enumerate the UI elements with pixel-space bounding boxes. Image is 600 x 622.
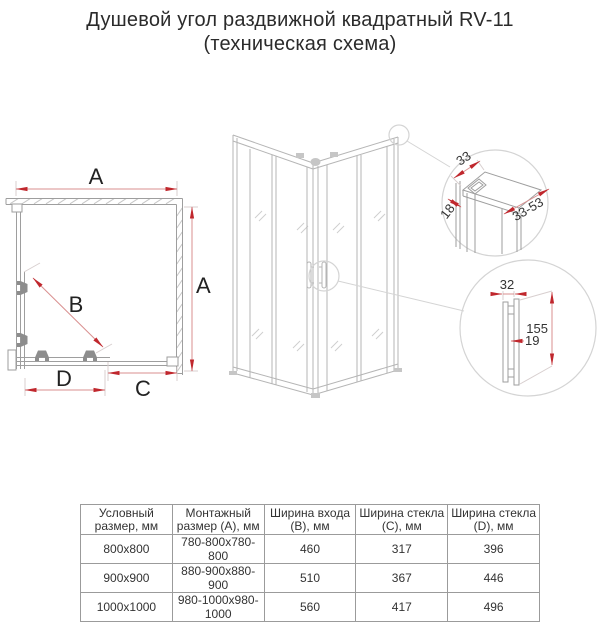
roller-clamp [17, 333, 28, 347]
table-cell: 560 [264, 593, 356, 622]
table-cell: 980-1000x980-1000 [172, 593, 264, 622]
column-header: Условный размер, мм [81, 505, 173, 535]
table-cell: 1000x1000 [81, 593, 173, 622]
perspective-view [229, 125, 464, 398]
dim-label-32: 32 [499, 277, 515, 292]
column-header: Ширина стекла (D), мм [448, 505, 540, 535]
dim-label-d: D [56, 366, 72, 391]
table-row [81, 535, 540, 564]
dimension-b-diagonal [24, 263, 112, 353]
table-cell: 510 [264, 564, 356, 593]
table-cell: 417 [356, 593, 448, 622]
dimension-a-right [184, 207, 211, 371]
plan-view [6, 164, 211, 401]
dim-label-a-top: A [88, 164, 104, 189]
dim-label-a-right: A [196, 273, 211, 298]
title-line-2: (техническая схема) [203, 33, 397, 55]
dimension-a-top [16, 164, 177, 196]
dimension-c [108, 362, 177, 401]
corner-callout-circle [389, 125, 409, 145]
dim-label-155: 155 [526, 321, 548, 336]
dim-label-33: 33 [453, 148, 474, 169]
door-handles [307, 262, 326, 288]
corner-profile [8, 350, 16, 370]
title-line-1: Душевой угол раздвижной квадратный RV-11 [86, 9, 514, 31]
table-cell: 460 [264, 535, 356, 564]
table-cell: 800x800 [81, 535, 173, 564]
top-wall-bracket [12, 204, 22, 212]
table-cell: 446 [448, 564, 540, 593]
dim-label-c: C [135, 376, 151, 401]
table-row [81, 593, 540, 622]
dim-label-b: B [68, 292, 84, 317]
size-table [80, 504, 540, 622]
roller-clamp [83, 351, 97, 362]
corner-callout-leader [407, 141, 450, 167]
table-cell: 317 [356, 535, 448, 564]
wall-hatching [10, 199, 182, 372]
dim-label-18: 18 [437, 200, 458, 222]
dim-label-33-53: 33-53 [509, 194, 546, 224]
table-row [81, 564, 540, 593]
table-cell: 900x900 [81, 564, 173, 593]
dimension-d [25, 366, 105, 396]
table-cell: 396 [448, 535, 540, 564]
detail-handle [460, 260, 596, 396]
table-cell: 367 [356, 564, 448, 593]
column-header: Монтажный размер (А), мм [172, 505, 264, 535]
dim-label-19: 19 [525, 333, 540, 348]
column-header: Ширина стекла (С), мм [356, 505, 448, 535]
table-cell: 496 [448, 593, 540, 622]
table-cell: 880-900x880-900 [172, 564, 264, 593]
column-header: Ширина входа (В), мм [264, 505, 356, 535]
roller-clamp [35, 351, 49, 362]
size-table-body [81, 535, 540, 622]
detail-corner-profile [437, 148, 549, 256]
wall-profile-cap [167, 357, 178, 366]
table-cell: 780-800x780-800 [172, 535, 264, 564]
size-table-header-row [81, 505, 540, 535]
roller-clamp [17, 281, 28, 295]
